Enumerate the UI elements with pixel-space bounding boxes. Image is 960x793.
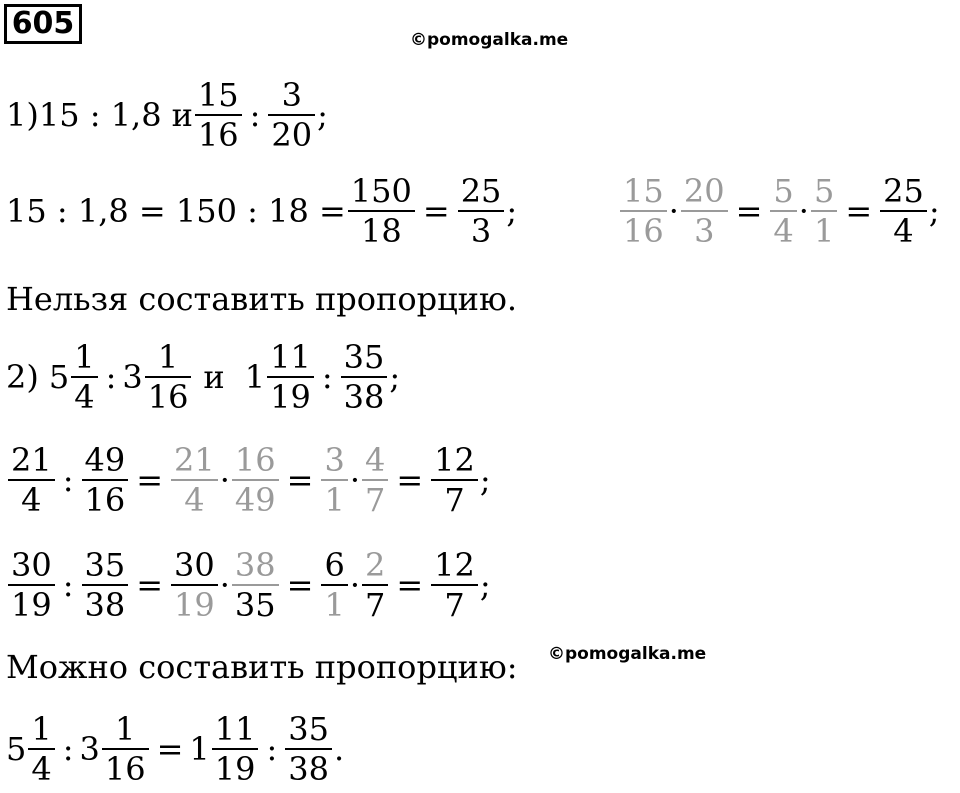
fraction: $\frac{35}{38}$ (341, 338, 388, 416)
watermark-mid: ©pomogalka.me (548, 644, 707, 664)
conclusion-2: Можно составить пропорцию: (6, 648, 518, 686)
fraction: $\frac{1}{4}$ (71, 338, 97, 416)
fraction: $\frac{16}{49}$ (232, 441, 279, 519)
fraction: $\frac{21}{4}$ (171, 441, 218, 519)
fraction: $\frac{25}{3}$ (458, 172, 505, 250)
fraction: $\frac{4}{7}$ (362, 441, 388, 519)
final-proportion: 5 $\frac{1}{4}$ : 3 $\frac{1}{16}$ = 1 $\frac{11}{19}$ : $\frac{35}{38}$ . (6, 710, 345, 788)
fraction: $\frac{150}{18}$ (348, 172, 415, 250)
fraction: $\frac{3}{20}$ (268, 76, 315, 154)
watermark-top: ©pomogalka.me (410, 30, 569, 50)
conclusion-1: Нельзя составить пропорцию. (6, 280, 518, 318)
fraction: $\frac{1}{16}$ (102, 710, 149, 788)
fraction: $\frac{12}{7}$ (431, 546, 478, 624)
fraction: $\frac{12}{7}$ (431, 441, 478, 519)
fraction: $\frac{49}{16}$ (82, 441, 129, 519)
fraction: $\frac{35}{38}$ (82, 546, 129, 624)
part1-label: 1) (6, 96, 39, 134)
fraction: $\frac{30}{19}$ (8, 546, 55, 624)
fraction: $\frac{2}{7}$ (362, 546, 388, 624)
fraction: $\frac{11}{19}$ (267, 338, 314, 416)
part1-ratio-a: 15 : 1,8 (38, 96, 162, 134)
fraction: $\frac{5}{1}$ (811, 172, 837, 250)
part1-calculation: 15 : 1,8 = 150 : 18 = $\frac{150}{18}$ = $\frac{25}{3}$ ; (6, 172, 518, 250)
fraction: $\frac{1}{16}$ (145, 338, 192, 416)
fraction: $\frac{38}{35}$ (232, 546, 279, 624)
part2-statement: 2) 5 $\frac{1}{4}$ : 3 $\frac{1}{16}$ и 1 $\frac{11}{19}$ : $\frac{35}{38}$ ; (6, 338, 401, 416)
fraction: $\frac{35}{38}$ (285, 710, 332, 788)
problem-number: 605 (4, 4, 82, 44)
fraction: $\frac{30}{19}$ (171, 546, 218, 624)
fraction: $\frac{21}{4}$ (8, 441, 55, 519)
fraction: $\frac{5}{4}$ (770, 172, 796, 250)
fraction: $\frac{1}{4}$ (28, 710, 54, 788)
fraction: $\frac{25}{4}$ (880, 172, 927, 250)
part1-side-calculation: $\frac{15}{16}$ · $\frac{20}{3}$ = $\frac{5}{4}$ · $\frac{5}{1}$ = $\frac{25}{4}$ ; (618, 172, 940, 250)
fraction: $\frac{11}{19}$ (212, 710, 259, 788)
fraction: $\frac{3}{1}$ (321, 441, 347, 519)
fraction: $\frac{15}{16}$ (195, 76, 242, 154)
line2-lhs: 15 : 1,8 = 150 : 18 = (6, 192, 346, 230)
fraction: $\frac{20}{3}$ (681, 172, 728, 250)
fraction: $\frac{6}{1}$ (321, 546, 347, 624)
fraction: $\frac{15}{16}$ (620, 172, 667, 250)
part2-label: 2) (6, 358, 39, 396)
part1-statement: 1) 15 : 1,8 и $\frac{15}{16}$ : $\frac{3}{20}$ ; (6, 76, 328, 154)
part1-conj: и (171, 96, 193, 134)
part2-calculation-2: $\frac{30}{19}$ : $\frac{35}{38}$ = $\frac{30}{19}$ · $\frac{38}{35}$ = $\frac{6}{1}$ · $\frac{2}{7}$ = $\frac{12}{7}$ ; (6, 546, 491, 624)
part2-calculation-1: $\frac{21}{4}$ : $\frac{49}{16}$ = $\frac{21}{4}$ · $\frac{16}{49}$ = $\frac{3}{1}$ · $\frac{4}{7}$ = $\frac{12}{7}$ ; (6, 441, 491, 519)
